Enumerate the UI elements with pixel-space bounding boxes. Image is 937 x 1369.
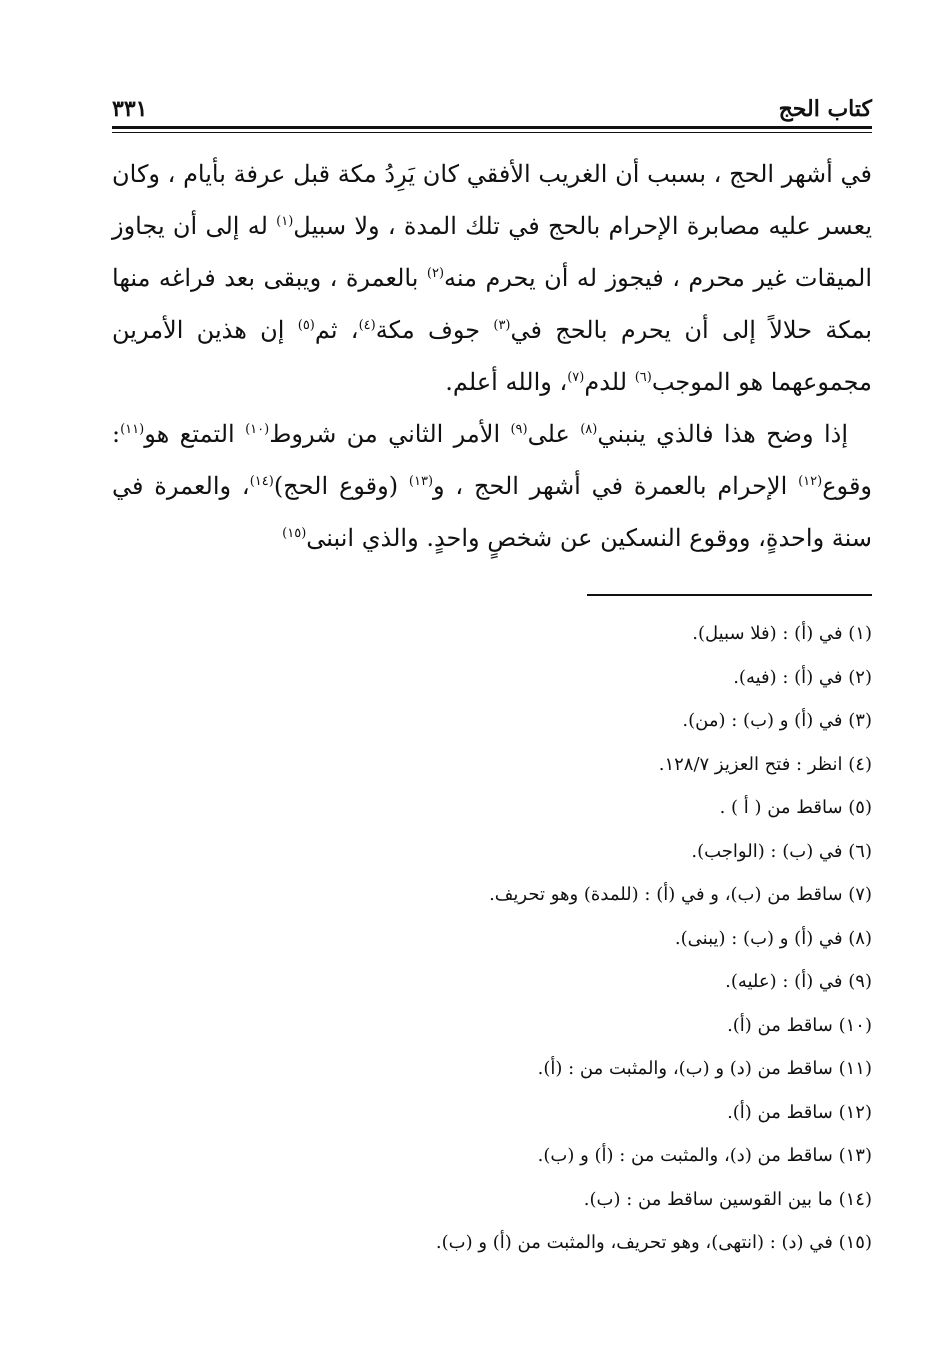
footnote-ref-15[interactable]: (١٥) [282, 526, 307, 541]
header-rule-thin [112, 132, 872, 133]
page-header [112, 92, 872, 122]
footnote-10: (١٠) ساقط من (أ). [727, 1014, 872, 1036]
footnote-13: (١٣) ساقط من (د)، والمثبت من : (أ) و (ب). [537, 1145, 872, 1166]
footnotes [112, 612, 872, 1265]
footnote-7: (٧) ساقط من (ب)، و في (أ) : (للمدة) وهو تحريف. [489, 884, 872, 905]
footnote-14: (١٤) ما بين القوسين ساقط من : (ب). [583, 1188, 872, 1210]
footnote-9: (٩) في (أ) : (عليه). [725, 971, 872, 992]
text-run: جوف مكة [375, 316, 494, 344]
footnote-ref-11[interactable]: (١١) [120, 422, 145, 437]
footnote-11: (١١) ساقط من (د) و (ب)، والمثبت من : (أ). [537, 1058, 872, 1079]
book-page [112, 0, 872, 1369]
text-run: : وقوع [112, 420, 872, 500]
text-run: الأمر الثاني من شروط [269, 420, 511, 448]
text-run: ، والعمرة في سنة واحدةٍ، ووقوع النسكين عن شخصٍ واحدٍ. والذي انبنى [112, 472, 872, 552]
text-run: بالعمرة ، ويبقى بعد فراغه منها بمكة حلالاً إلى أن يحرم بالحج في [112, 264, 872, 344]
footnote-2: (٢) في (أ) : (فيه). [733, 666, 872, 688]
text-run: ، ثم [314, 316, 359, 344]
footnote-1: (١) في (أ) : (فلا سبيل). [692, 623, 872, 644]
footnote-ref-5[interactable]: (٥) [297, 318, 315, 333]
running-title: كتاب الحج [778, 96, 872, 122]
paragraph-2 [112, 408, 872, 564]
text-run: للدم [584, 368, 635, 396]
footnote-4: (٤) انظر : فتح العزيز ١٢٨/٧. [658, 753, 872, 775]
footnote-ref-6[interactable]: (٦) [634, 370, 652, 385]
footnote-ref-8[interactable]: (٨) [580, 422, 598, 437]
footnote-ref-14[interactable]: (١٤) [249, 474, 274, 489]
page-number: ٣٣١ [112, 96, 148, 122]
footnote-ref-4[interactable]: (٤) [358, 318, 376, 333]
footnote-separator [587, 594, 872, 596]
text-run: في أشهر الحج ، بسبب أن الغريب الأفقي كان يَرِدُ مكة قبل عرفة بأيام ، وكان يعسر عليه مصابرة الإحرام بالحج في تلك المدة ، ولا سبيل [112, 160, 873, 240]
footnote-ref-7[interactable]: (٧) [567, 370, 585, 385]
footnote-ref-10[interactable]: (١٠) [245, 422, 270, 437]
paragraph-1 [112, 148, 872, 408]
text-run: على [527, 420, 581, 448]
text-run: الإحرام بالعمرة في أشهر الحج ، و [433, 472, 799, 500]
footnote-12: (١٢) ساقط من (أ). [727, 1101, 872, 1123]
footnote-15: (١٥) في (د) : (انتهى)، وهو تحريف، والمثبت من (أ) و (ب). [435, 1232, 872, 1253]
text-run: إن هذين الأمرين مجموعهما هو الموجب [112, 316, 872, 396]
text-run: له إلى أن يجاوز الميقات غير محرم ، فيجوز له أن يحرم منه [112, 212, 872, 292]
footnote-ref-9[interactable]: (٩) [510, 422, 528, 437]
footnote-6: (٦) في (ب) : (الواجب). [691, 840, 872, 862]
footnote-ref-1[interactable]: (١) [276, 214, 294, 229]
header-rule-thick [112, 126, 872, 129]
text-run: التمتع هو [144, 420, 246, 448]
footnote-3: (٣) في (أ) و (ب) : (من). [682, 710, 872, 731]
footnote-ref-2[interactable]: (٢) [426, 266, 445, 281]
footnote-ref-3[interactable]: (٣) [493, 318, 511, 333]
footnote-ref-13[interactable]: (١٣) [408, 474, 434, 489]
footnote-8: (٨) في (أ) و (ب) : (يبنى). [674, 927, 872, 949]
footnote-5: (٥) ساقط من ( أ ) . [719, 797, 872, 818]
text-run: ، والله أعلم. [445, 368, 568, 396]
main-text [112, 148, 872, 564]
text-run: إذا وضح هذا فالذي ينبني [597, 420, 848, 448]
text-run: (وقوع الحج) [273, 472, 409, 500]
footnote-ref-12[interactable]: (١٢) [798, 474, 823, 489]
